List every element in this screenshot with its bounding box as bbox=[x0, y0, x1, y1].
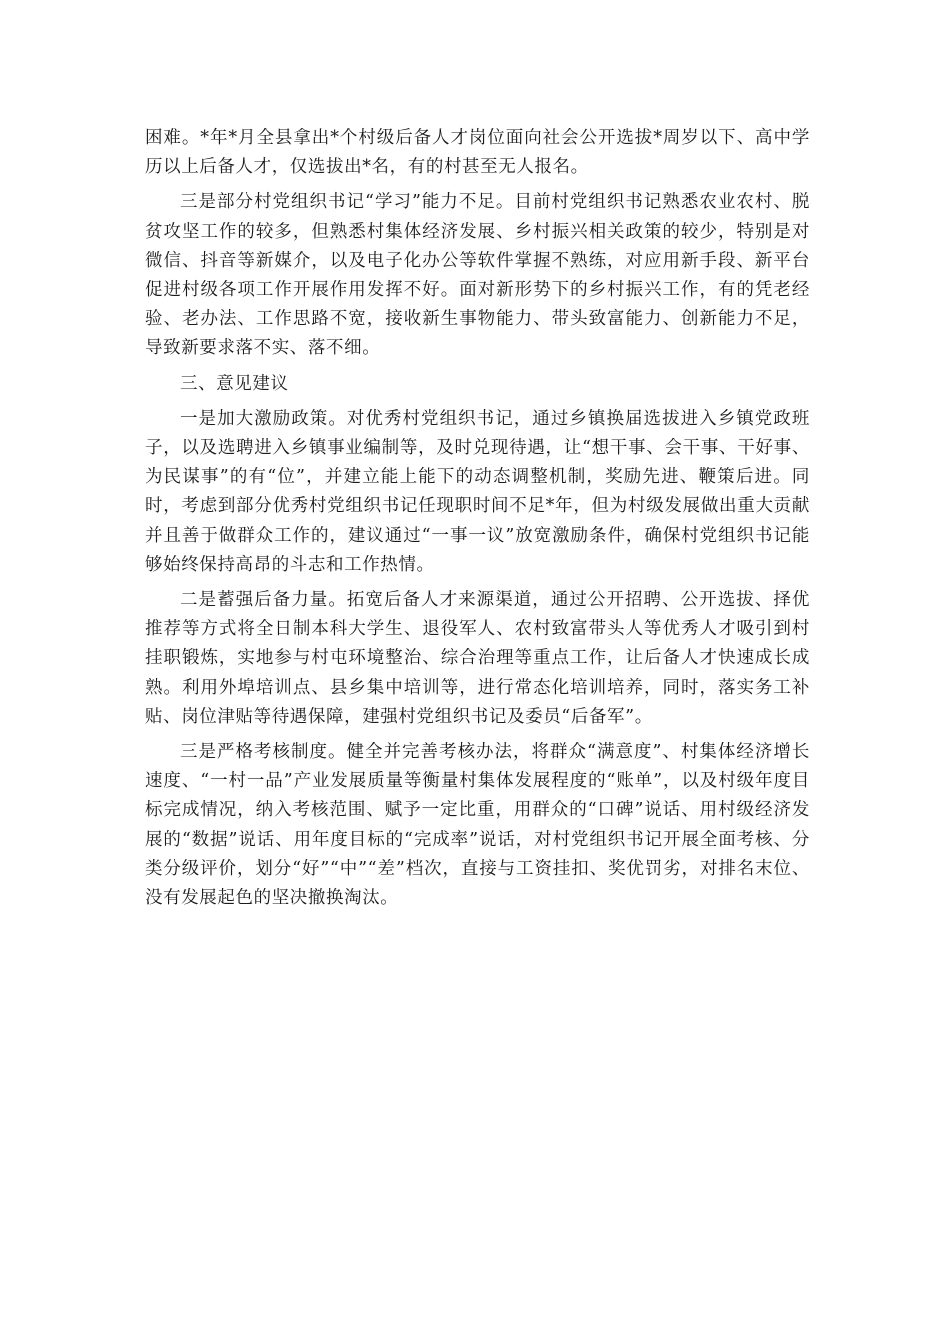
paragraph-continuation: 困难。*年*月全县拿出*个村级后备人才岗位面向社会公开选拔*周岁以下、高中学历以上后备人才，仅选拔出*名，有的村甚至无人报名。 bbox=[145, 128, 810, 178]
paragraph-reserve-strength: 二是蓄强后备力量。拓宽后备人才来源渠道，通过公开招聘、公开选拔、择优推荐等方式将全日制本科大学生、退役军人、农村致富带头人等优秀人才吸引到村挂职锻炼，实地参与村屯环境整治、综合治理等重点工作，让后备人才快速成长成熟。利用外埠培训点、县乡集中培训等，进行常态化培训培养，同时，落实务工补贴、岗位津贴等待遇保障，建强村党组织书记及委员“后备军”。 bbox=[145, 590, 810, 727]
paragraph-incentive-policy: 一是加大激励政策。对优秀村党组织书记，通过乡镇换届选拔进入乡镇党政班子，以及选聘进入乡镇事业编制等，及时兑现待遇，让“想干事、会干事、干好事、为民谋事”的有“位”，并建立能上能下的动态调整机制，奖励先进、鞭策后进。同时，考虑到部分优秀村党组织书记任现职时间不足*年，但为村级发展做出重大贡献并且善于做群众工作的，建议通过“一事一议”放宽激励条件，确保村党组织书记能够始终保持高昂的斗志和工作热情。 bbox=[145, 408, 810, 575]
paragraph-assessment-system: 三是严格考核制度。健全并完善考核办法，将群众“满意度”、村集体经济增长速度、“一村一品”产业发展质量等衡量村集体发展程度的“账单”，以及村级年度目标完成情况，纳入考核范围、赋予一定比重，用群众的“口碑”说话、用村级经济发展的“数据”说话、用年度目标的“完成率”说话，对村党组织书记开展全面考核、分类分级评价，划分“好”“中”“差”档次，直接与工资挂扣、奖优罚劣，对排名末位、没有发展起色的坚决撤换淘汰。 bbox=[145, 742, 810, 909]
document-body bbox=[145, 124, 810, 913]
paragraph-learning-ability: 三是部分村党组织书记“学习”能力不足。目前村党组织书记熟悉农业农村、脱贫攻坚工作的较多，但熟悉村集体经济发展、乡村振兴相关政策的较少，特别是对微信、抖音等新媒介，以及电子化办公等软件掌握不熟练，对应用新手段、新平台促进村级各项工作开展作用发挥不好。面对新形势下的乡村振兴工作，有的凭老经验、老办法、工作思路不宽，接收新生事物能力、带头致富能力、创新能力不足，导致新要求落不实、落不细。 bbox=[145, 192, 810, 359]
section-heading-suggestions: 三、意见建议 bbox=[180, 373, 289, 394]
